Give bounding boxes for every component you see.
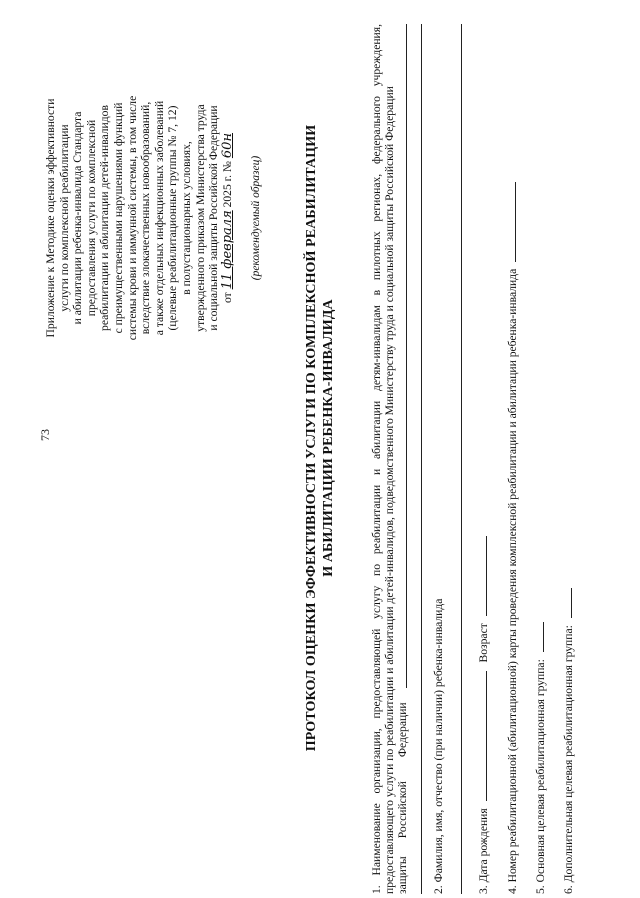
age-label: Возраст	[477, 623, 491, 663]
date-prefix: от	[220, 292, 234, 304]
item-1	[370, 24, 422, 894]
order-date-line	[221, 18, 235, 418]
item-1-word-c: Федерации	[396, 702, 409, 758]
appendix-line: а также отдельных инфекционных заболеваний	[152, 100, 166, 336]
handwritten-date: 11 февраля	[219, 210, 235, 290]
item-1-word-b: Российской	[396, 781, 409, 839]
appendix-line: (целевые реабилитационные группы № 7, 12)	[166, 105, 180, 331]
item-1-extra-line[interactable]	[421, 24, 422, 894]
item-6-label: 6. Дополнительная целевая реабилитационная группа:	[562, 625, 576, 894]
item-1-input-line[interactable]	[396, 24, 407, 688]
title-line-1: ПРОТОКОЛ ОЦЕНКИ ЭФФЕКТИВНОСТИ УСЛУГИ ПО КОМПЛЕКСНОЙ РЕАБИЛИТАЦИИ	[304, 124, 319, 752]
additional-group-field[interactable]	[561, 588, 572, 618]
appendix-line: реабилитации и абилитации детей-инвалидов	[98, 105, 112, 331]
protocol-title	[303, 78, 337, 798]
appendix-line: и социальной защиты Российской Федерации	[207, 105, 221, 331]
appendix-line: с преимущественными нарушениями функций	[111, 102, 125, 334]
date-year: 2025 г. №	[220, 161, 234, 208]
appendix-line: услуги по комплексной реабилитации	[57, 124, 71, 312]
item-4	[505, 24, 519, 894]
item-2-input-line[interactable]	[461, 24, 462, 894]
appendix-line: вследствие злокачественных новообразований,	[139, 101, 153, 335]
appendix-line: системы крови и иммунной системы, в том числе	[125, 95, 139, 341]
title-line-2: И АБИЛИТАЦИИ РЕБЕНКА-ИНВАЛИДА	[321, 299, 336, 577]
card-number-field[interactable]	[505, 182, 516, 262]
appendix-line: утвержденного приказом Министерства труда	[193, 104, 207, 332]
item-2-label: 2. Фамилия, имя, отчество (при наличии) ребенка-инвалида	[432, 598, 446, 894]
form-body	[370, 24, 575, 894]
birth-date-field[interactable]	[476, 671, 487, 801]
item-5	[533, 24, 547, 894]
appendix-line: предоставления услуги по комплексной	[84, 119, 98, 317]
appendix-line: в полустационарных условиях,	[179, 141, 193, 295]
item-3	[476, 24, 490, 894]
item-1-word-a: защиты	[396, 856, 409, 894]
birth-date-label: 3. Дата рождения	[477, 808, 491, 894]
appendix-header	[44, 18, 234, 418]
page-number: 73	[38, 429, 52, 441]
item-6	[561, 24, 575, 894]
item-1-last-line	[396, 24, 409, 894]
item-2	[432, 24, 445, 894]
sample-note: (рекомендуемый образец)	[250, 155, 262, 281]
appendix-line: Приложение к Методике оценки эффективности	[44, 98, 57, 338]
main-group-field[interactable]	[533, 622, 544, 652]
item-1-text: 1. Наименование организации, предоставляющей услугу по реабилитации и абилитации детям-инвалидам в пилотных регионах, федерального учреждения, предоставляющего услуги по реабилитации и абилитации детей-инвалидов, подведомственного Министерству труда и социальной защиты Российской Федерации	[370, 24, 396, 894]
handwritten-order-number: 60н	[219, 132, 235, 159]
appendix-line: и абилитации ребенка-инвалида Стандарта	[71, 111, 85, 325]
item-5-label: 5. Основная целевая реабилитационная группа:	[533, 659, 547, 894]
age-field[interactable]	[476, 536, 487, 616]
item-4-label: 4. Номер реабилитационной (абилитационной) карты проведения комплексной реабилитации и абилитации ребенка-инвалида	[505, 268, 519, 894]
